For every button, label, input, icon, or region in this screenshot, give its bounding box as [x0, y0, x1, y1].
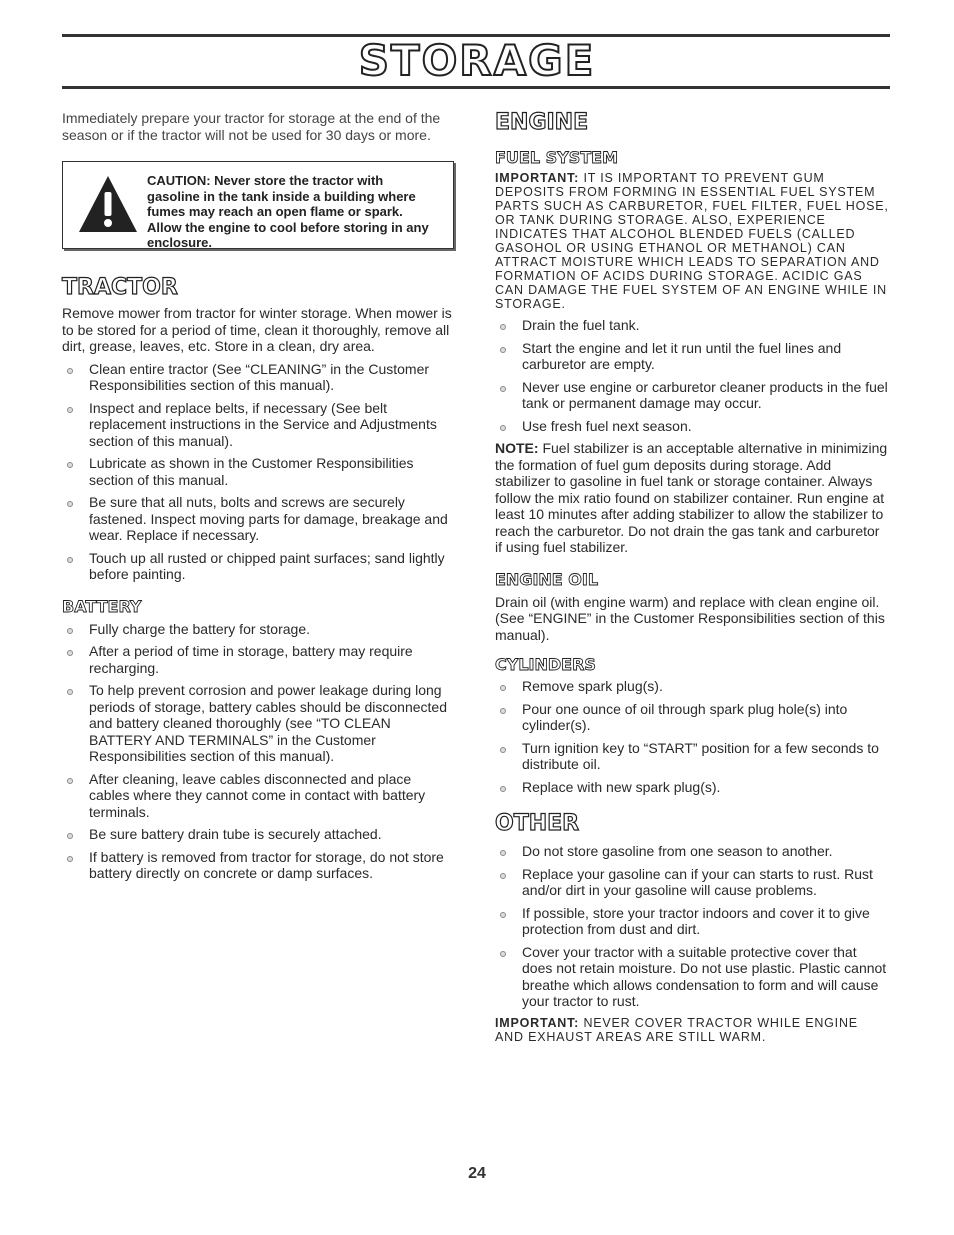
- fuel-important-paragraph: [495, 171, 890, 311]
- list-item: Drain the fuel tank.: [495, 317, 890, 334]
- engine-oil-heading: ENGINE OIL: [495, 569, 599, 589]
- engine-oil-paragraph: Drain oil (with engine warm) and replace with clean engine oil. (See “ENGINE” in the Customer Responsibilities section of this manual).: [495, 593, 885, 643]
- header-rule-bottom: [62, 86, 890, 89]
- list-item: Cover your tractor with a suitable protective cover that does not retain moisture. Do not use plastic. Plastic cannot breathe which allows condensation to form and will cause your tractor to rust.: [495, 944, 890, 1010]
- list-item: Never use engine or carburetor cleaner products in the fuel tank or permanent damage may occur.: [495, 379, 890, 412]
- important-text: IT IS IMPORTANT TO PREVENT GUM DEPOSITS FROM FORMING IN ESSENTIAL FUEL SYSTEM PARTS SUCH AS CARBURETOR, FUEL FILTER, FUEL HOSE, OR TANK DURING STORAGE. ALSO, EXPERIENCE INDICATES THAT ALCOHOL BLENDED FUELS (CALLED GASOHOL OR USING ETHANOL OR METHANOL) CAN ATTRACT MOISTURE WHICH LEADS TO SEPARATION AND FORMATION OF ACIDS DURING STORAGE. ACIDIC GAS CAN DAMAGE THE FUEL SYSTEM OF AN ENGINE WHILE IN STORAGE.: [495, 171, 889, 311]
- important-label: IMPORTANT:: [495, 171, 580, 185]
- cylinders-list: [495, 678, 890, 795]
- list-item: To help prevent corrosion and power leakage during long periods of storage, battery cables should be disconnected and battery cleaned thoroughly (see “TO CLEAN BATTERY AND TERMINALS” in the Customer Responsibilities section of this manual).: [62, 682, 454, 765]
- right-column: [495, 110, 890, 1044]
- list-item: Touch up all rusted or chipped paint surfaces; sand lightly before painting.: [62, 550, 454, 583]
- list-item: Fully charge the battery for storage.: [62, 621, 454, 638]
- fuel-system-heading: FUEL SYSTEM: [495, 148, 619, 167]
- left-column: [62, 110, 454, 882]
- other-list: [495, 843, 890, 1010]
- intro-paragraph: Immediately prepare your tractor for storage at the end of the season or if the tractor will not be used for 30 days or more.: [62, 110, 441, 143]
- list-item: Pour one ounce of oil through spark plug hole(s) into cylinder(s).: [495, 701, 890, 734]
- cylinders-heading: CYLINDERS: [495, 655, 596, 674]
- list-item: If possible, store your tractor indoors and cover it to give protection from dust and dirt.: [495, 905, 890, 938]
- other-important-paragraph: [495, 1016, 890, 1044]
- fuel-note-paragraph: [495, 440, 890, 556]
- list-item: After cleaning, leave cables disconnected and place cables where they cannot come in contact with battery terminals.: [62, 771, 454, 821]
- note-label: NOTE:: [495, 440, 539, 456]
- list-item: After a period of time in storage, battery may require recharging.: [62, 643, 454, 676]
- note-text: Fuel stabilizer is an acceptable alternative in minimizing the formation of fuel gum deposits during storage. Add stabilizer to gasoline in fuel tank or storage container. Always follow the mix ratio found on stabilizer container. Run engine at least 10 minutes after adding stabilizer to allow the stabilizer to reach the carburetor. Do not drain the gas tank and carburetor if using fuel stabilizer.: [495, 440, 888, 555]
- important-text: NEVER COVER TRACTOR WHILE ENGINE AND EXHAUST AREAS ARE STILL WARM.: [495, 1015, 858, 1044]
- list-item: Use fresh fuel next season.: [495, 418, 890, 435]
- list-item: Replace with new spark plug(s).: [495, 779, 890, 796]
- tractor-heading: TRACTOR: [62, 275, 178, 300]
- list-item: Turn ignition key to “START” position for a few seconds to distribute oil.: [495, 740, 890, 773]
- engine-heading: ENGINE: [495, 110, 589, 135]
- other-heading: OTHER: [495, 811, 580, 836]
- list-item: Lubricate as shown in the Customer Responsibilities section of this manual.: [62, 455, 454, 488]
- battery-list: [62, 621, 454, 882]
- warning-triangle-icon: [77, 174, 139, 234]
- caution-message: Never store the tractor with gasoline in the tank inside a building where fumes may reach an open flame or spark. Allow the engine to cool before storing in any enclosure.: [147, 173, 429, 250]
- list-item: Be sure battery drain tube is securely attached.: [62, 826, 454, 843]
- tractor-intro: Remove mower from tractor for winter storage. When mower is to be stored for a period of time, clean it thoroughly, remove all dirt, grease, leaves, etc. Store in a clean, dry area.: [62, 305, 452, 354]
- page-number: 24: [468, 1165, 486, 1182]
- caution-box: [62, 161, 454, 249]
- page-title: STORAGE: [358, 36, 596, 85]
- tractor-list: [62, 361, 454, 583]
- caution-label: CAUTION:: [147, 173, 211, 188]
- list-item: Remove spark plug(s).: [495, 678, 890, 695]
- list-item: Replace your gasoline can if your can starts to rust. Rust and/or dirt in your gasoline will cause problems.: [495, 866, 890, 899]
- caution-text: [147, 173, 437, 251]
- battery-heading: BATTERY: [62, 596, 142, 616]
- important-label: IMPORTANT:: [495, 1015, 580, 1030]
- list-item: Do not store gasoline from one season to another.: [495, 843, 890, 860]
- list-item: Start the engine and let it run until the fuel lines and carburetor are empty.: [495, 340, 890, 373]
- list-item: Be sure that all nuts, bolts and screws are securely fastened. Inspect moving parts for damage, breakage and wear. Replace if necessary.: [62, 494, 454, 544]
- list-item: Clean entire tractor (See “CLEANING” in the Customer Responsibilities section of this manual).: [62, 361, 454, 394]
- fuel-system-list: [495, 317, 890, 434]
- list-item: If battery is removed from tractor for storage, do not store battery directly on concrete or damp surfaces.: [62, 849, 454, 882]
- list-item: Inspect and replace belts, if necessary (See belt replacement instructions in the Service and Adjustments section of this manual).: [62, 400, 454, 450]
